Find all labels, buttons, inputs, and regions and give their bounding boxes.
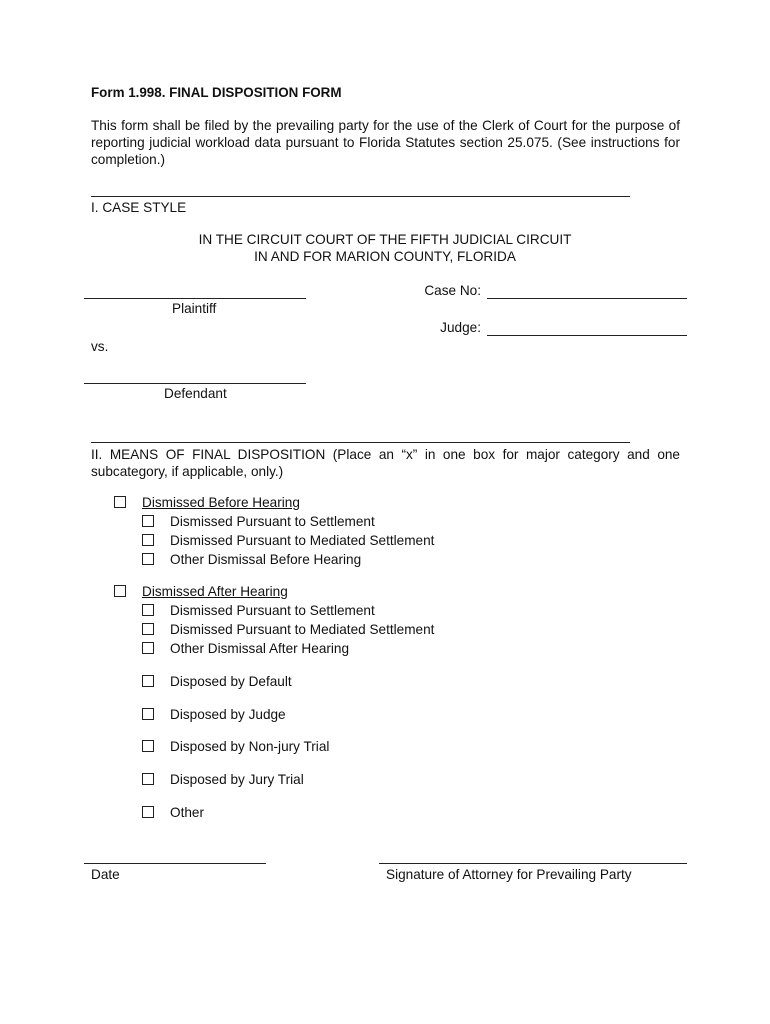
date-field[interactable] xyxy=(84,863,266,864)
case-number-label: Case No: xyxy=(424,283,481,298)
defendant-label: Defendant xyxy=(164,386,227,401)
form-title: Form 1.998. FINAL DISPOSITION FORM xyxy=(91,85,342,100)
signature-field[interactable] xyxy=(379,863,687,864)
checkbox-before-mediated-settlement[interactable] xyxy=(142,534,154,546)
judge-label: Judge: xyxy=(440,320,481,335)
option-disposed-by-non-jury-trial: Disposed by Non-jury Trial xyxy=(170,739,330,754)
option-before-mediated-settlement: Dismissed Pursuant to Mediated Settlement xyxy=(170,533,435,548)
option-other-dismissal-after: Other Dismissal After Hearing xyxy=(170,641,350,656)
date-label: Date xyxy=(91,867,120,882)
plaintiff-label: Plaintiff xyxy=(172,301,217,316)
option-other: Other xyxy=(170,805,204,820)
plaintiff-field[interactable] xyxy=(84,298,306,299)
case-number-field[interactable] xyxy=(487,298,687,299)
section-divider xyxy=(91,442,630,443)
checkbox-after-mediated-settlement[interactable] xyxy=(142,623,154,635)
section-divider xyxy=(91,196,630,197)
checkbox-disposed-by-judge[interactable] xyxy=(142,708,154,720)
checkbox-other-dismissal-after[interactable] xyxy=(142,642,154,654)
option-before-settlement: Dismissed Pursuant to Settlement xyxy=(170,514,375,529)
checkbox-dismissed-after-hearing[interactable] xyxy=(114,585,126,597)
versus-label: vs. xyxy=(91,339,109,354)
option-disposed-by-judge: Disposed by Judge xyxy=(170,707,286,722)
checkbox-before-settlement[interactable] xyxy=(142,515,154,527)
defendant-field[interactable] xyxy=(84,383,306,384)
checkbox-disposed-by-jury-trial[interactable] xyxy=(142,773,154,785)
section-heading-case-style: I. CASE STYLE xyxy=(91,200,187,215)
category-dismissed-before-hearing: Dismissed Before Hearing xyxy=(142,495,300,510)
checkbox-other-dismissal-before[interactable] xyxy=(142,553,154,565)
checkbox-after-settlement[interactable] xyxy=(142,604,154,616)
option-disposed-by-jury-trial: Disposed by Jury Trial xyxy=(170,772,304,787)
option-other-dismissal-before: Other Dismissal Before Hearing xyxy=(170,552,362,567)
checkbox-disposed-by-default[interactable] xyxy=(142,675,154,687)
option-after-settlement: Dismissed Pursuant to Settlement xyxy=(170,603,375,618)
signature-label: Signature of Attorney for Prevailing Party xyxy=(386,867,632,882)
checkbox-other[interactable] xyxy=(142,806,154,818)
court-name-line-2: IN AND FOR MARION COUNTY, FLORIDA xyxy=(254,249,516,264)
option-disposed-by-default: Disposed by Default xyxy=(170,674,292,689)
option-after-mediated-settlement: Dismissed Pursuant to Mediated Settlement xyxy=(170,622,435,637)
judge-field[interactable] xyxy=(487,335,687,336)
court-name-line-1: IN THE CIRCUIT COURT OF THE FIFTH JUDICIAL CIRCUIT xyxy=(198,232,572,247)
checkbox-disposed-by-non-jury-trial[interactable] xyxy=(142,740,154,752)
category-dismissed-after-hearing: Dismissed After Hearing xyxy=(142,584,288,599)
checkbox-dismissed-before-hearing[interactable] xyxy=(114,496,126,508)
section-heading-means-of-disposition: II. MEANS OF FINAL DISPOSITION (Place an “x” in one box for major category and one subcategory, if applicable, only.) xyxy=(91,447,680,479)
form-intro: This form shall be filed by the prevailing party for the use of the Clerk of Court for the purpose of reporting judicial workload data pursuant to Florida Statutes section 25.075. (See instructions for completion.) xyxy=(91,118,680,167)
